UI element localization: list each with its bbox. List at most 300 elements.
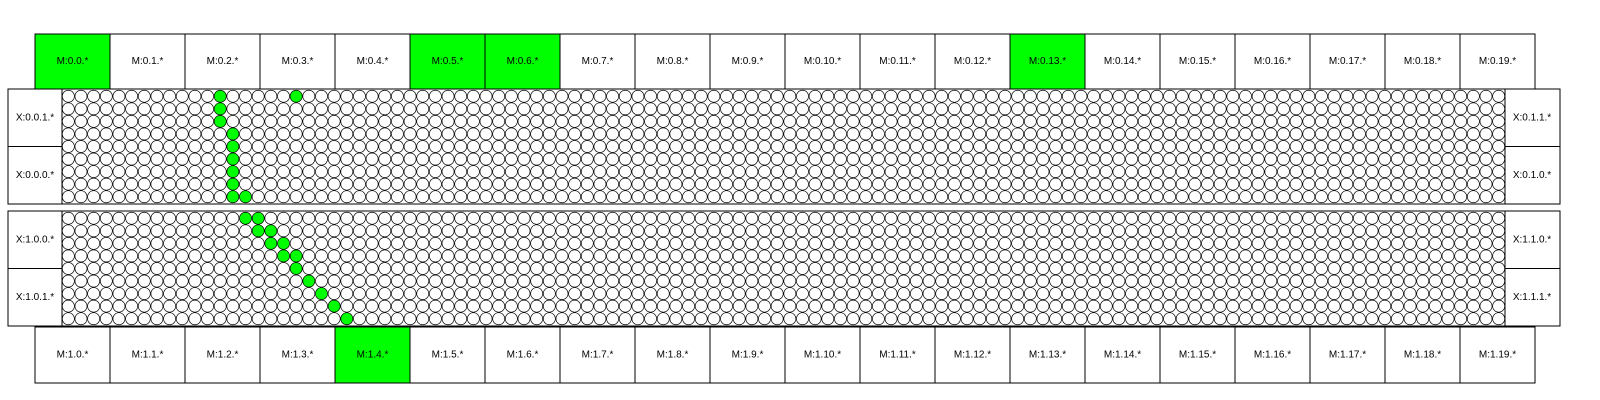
mesh-node bbox=[493, 288, 505, 300]
mesh-node bbox=[1379, 115, 1391, 127]
mesh-node bbox=[442, 128, 454, 140]
mesh-node bbox=[341, 140, 353, 152]
mesh-node bbox=[1126, 153, 1138, 165]
mesh-node bbox=[1024, 178, 1036, 190]
mesh-node bbox=[417, 166, 429, 178]
mesh-node bbox=[758, 275, 770, 287]
mesh-node bbox=[493, 237, 505, 249]
mesh-node bbox=[1265, 313, 1277, 325]
mesh-node bbox=[62, 313, 74, 325]
mesh-node bbox=[1176, 275, 1188, 287]
mesh-node bbox=[1113, 178, 1125, 190]
mesh-node bbox=[442, 237, 454, 249]
mesh-node bbox=[1328, 237, 1340, 249]
top-module-label: M:0.19.* bbox=[1478, 56, 1517, 68]
mesh-node bbox=[923, 237, 935, 249]
mesh-node bbox=[341, 225, 353, 237]
mesh-node bbox=[581, 128, 593, 140]
mesh-node bbox=[898, 115, 910, 127]
bottom-module-label: M:1.19.* bbox=[1478, 349, 1517, 361]
mesh-node bbox=[1290, 191, 1302, 203]
mesh-node bbox=[885, 103, 897, 115]
mesh-node bbox=[176, 90, 188, 102]
mesh-node bbox=[581, 262, 593, 274]
mesh-node bbox=[277, 128, 289, 140]
mesh-node bbox=[1126, 225, 1138, 237]
mesh-node bbox=[961, 115, 973, 127]
mesh-node bbox=[252, 128, 264, 140]
mesh-node bbox=[429, 275, 441, 287]
mesh-node bbox=[898, 140, 910, 152]
mesh-node bbox=[1088, 288, 1100, 300]
mesh-node bbox=[1277, 237, 1289, 249]
mesh-node bbox=[822, 237, 834, 249]
mesh-node bbox=[1493, 90, 1505, 102]
mesh-node bbox=[1088, 300, 1100, 312]
mesh-node bbox=[885, 275, 897, 287]
mesh-node bbox=[556, 225, 568, 237]
mesh-node bbox=[1480, 90, 1492, 102]
mesh-node bbox=[189, 288, 201, 300]
mesh-node bbox=[1277, 153, 1289, 165]
top-module-label: M:0.16.* bbox=[1253, 56, 1292, 68]
mesh-node bbox=[1379, 140, 1391, 152]
mesh-node bbox=[1391, 262, 1403, 274]
mesh-node bbox=[1050, 103, 1062, 115]
mesh-node bbox=[809, 128, 821, 140]
mesh-node bbox=[505, 262, 517, 274]
mesh-node bbox=[1455, 288, 1467, 300]
mesh-node bbox=[493, 225, 505, 237]
mesh-node bbox=[1467, 128, 1479, 140]
mesh-node bbox=[100, 140, 112, 152]
mesh-node bbox=[632, 275, 644, 287]
mesh-node bbox=[1050, 178, 1062, 190]
mesh-node bbox=[632, 128, 644, 140]
top-module-0 bbox=[35, 34, 110, 89]
mesh-node bbox=[442, 300, 454, 312]
mesh-node bbox=[1493, 313, 1505, 325]
mesh-node bbox=[265, 250, 277, 262]
mesh-node bbox=[1480, 115, 1492, 127]
mesh-node bbox=[898, 313, 910, 325]
mesh-node bbox=[1088, 313, 1100, 325]
mesh-node bbox=[733, 313, 745, 325]
mesh-node bbox=[75, 225, 87, 237]
mesh-node bbox=[885, 178, 897, 190]
mesh-node bbox=[683, 128, 695, 140]
mesh-node bbox=[1328, 140, 1340, 152]
mesh-node bbox=[1012, 178, 1024, 190]
mesh-node bbox=[493, 103, 505, 115]
mesh-node bbox=[1277, 262, 1289, 274]
mesh-node bbox=[366, 178, 378, 190]
mesh-node bbox=[1214, 140, 1226, 152]
mesh-node bbox=[1417, 178, 1429, 190]
mesh-node bbox=[480, 153, 492, 165]
mesh-node bbox=[1075, 103, 1087, 115]
mesh-node bbox=[581, 191, 593, 203]
mesh-node bbox=[721, 275, 733, 287]
mesh-node bbox=[948, 166, 960, 178]
mesh-node bbox=[758, 115, 770, 127]
mesh-node bbox=[328, 90, 340, 102]
mesh-node bbox=[632, 262, 644, 274]
mesh-node bbox=[252, 288, 264, 300]
mesh-node bbox=[974, 128, 986, 140]
mesh-node bbox=[1467, 178, 1479, 190]
mesh-node bbox=[227, 288, 239, 300]
mesh-node bbox=[594, 103, 606, 115]
mesh-node bbox=[733, 178, 745, 190]
mesh-node bbox=[1404, 191, 1416, 203]
mesh-node bbox=[986, 212, 998, 224]
mesh-node bbox=[860, 153, 872, 165]
mesh-node bbox=[1480, 103, 1492, 115]
mesh-node bbox=[796, 300, 808, 312]
mesh-node bbox=[518, 275, 530, 287]
mesh-node bbox=[708, 90, 720, 102]
mesh-node bbox=[1341, 128, 1353, 140]
mesh-node bbox=[847, 115, 859, 127]
mesh-node bbox=[1037, 140, 1049, 152]
mesh-node bbox=[176, 191, 188, 203]
mesh-node bbox=[796, 140, 808, 152]
mesh-node bbox=[948, 275, 960, 287]
mesh-node bbox=[569, 262, 581, 274]
mesh-node bbox=[493, 191, 505, 203]
mesh-node bbox=[1037, 300, 1049, 312]
mesh-node bbox=[214, 275, 226, 287]
mesh-node bbox=[303, 153, 315, 165]
mesh-node bbox=[126, 288, 138, 300]
mesh-node bbox=[379, 300, 391, 312]
mesh-node bbox=[1379, 225, 1391, 237]
mesh-node bbox=[1189, 300, 1201, 312]
mesh-node bbox=[1151, 191, 1163, 203]
mesh-node bbox=[683, 212, 695, 224]
mesh-node bbox=[708, 212, 720, 224]
mesh-node bbox=[126, 90, 138, 102]
mesh-node bbox=[1404, 90, 1416, 102]
mesh-node bbox=[961, 153, 973, 165]
mesh-node bbox=[961, 178, 973, 190]
mesh-node bbox=[961, 103, 973, 115]
mesh-node bbox=[1214, 212, 1226, 224]
mesh-node bbox=[569, 103, 581, 115]
mesh-node bbox=[277, 90, 289, 102]
mesh-node bbox=[670, 128, 682, 140]
mesh-node bbox=[252, 300, 264, 312]
mesh-node bbox=[986, 115, 998, 127]
mesh-node bbox=[1189, 115, 1201, 127]
mesh-node bbox=[923, 275, 935, 287]
mesh-node bbox=[1429, 90, 1441, 102]
mesh-node bbox=[1113, 237, 1125, 249]
mesh-node bbox=[771, 140, 783, 152]
mesh-node bbox=[341, 288, 353, 300]
mesh-node bbox=[898, 212, 910, 224]
mesh-node bbox=[277, 191, 289, 203]
mesh-node bbox=[632, 212, 644, 224]
mesh-node bbox=[480, 191, 492, 203]
mesh-node bbox=[505, 103, 517, 115]
mesh-node bbox=[619, 115, 631, 127]
top-module-8 bbox=[635, 34, 710, 89]
mesh-node bbox=[1455, 300, 1467, 312]
mesh-node bbox=[353, 250, 365, 262]
mesh-node bbox=[1239, 262, 1251, 274]
mesh-node bbox=[784, 153, 796, 165]
mesh-node bbox=[822, 288, 834, 300]
mesh-node bbox=[885, 288, 897, 300]
mesh-block-1 bbox=[8, 211, 1560, 326]
mesh-node bbox=[1151, 103, 1163, 115]
mesh-node bbox=[1227, 300, 1239, 312]
mesh-node bbox=[683, 140, 695, 152]
mesh-node bbox=[923, 178, 935, 190]
mesh-node bbox=[1417, 191, 1429, 203]
mesh-node bbox=[1189, 128, 1201, 140]
mesh-node bbox=[1088, 178, 1100, 190]
mesh-node bbox=[341, 178, 353, 190]
mesh-node bbox=[1265, 128, 1277, 140]
mesh-node bbox=[480, 288, 492, 300]
mesh-node bbox=[1024, 166, 1036, 178]
mesh-node bbox=[265, 212, 277, 224]
mesh-node bbox=[1480, 166, 1492, 178]
mesh-node bbox=[771, 237, 783, 249]
mesh-node bbox=[999, 300, 1011, 312]
mesh-node bbox=[303, 178, 315, 190]
mesh-node bbox=[1404, 262, 1416, 274]
mesh-node bbox=[885, 300, 897, 312]
mesh-node bbox=[417, 103, 429, 115]
mesh-node bbox=[429, 153, 441, 165]
mesh-node bbox=[277, 300, 289, 312]
mesh-node bbox=[1113, 103, 1125, 115]
mesh-node bbox=[341, 250, 353, 262]
mesh-node bbox=[1290, 115, 1302, 127]
mesh-node bbox=[1239, 128, 1251, 140]
mesh-node bbox=[1126, 166, 1138, 178]
mesh-node bbox=[227, 313, 239, 325]
mesh-node bbox=[126, 191, 138, 203]
active-node bbox=[290, 250, 302, 262]
mesh-node bbox=[1075, 288, 1087, 300]
mesh-node bbox=[1050, 313, 1062, 325]
mesh-node bbox=[1151, 288, 1163, 300]
mesh-node bbox=[1024, 115, 1036, 127]
mesh-node bbox=[822, 128, 834, 140]
mesh-node bbox=[315, 250, 327, 262]
mesh-node bbox=[277, 103, 289, 115]
mesh-node bbox=[607, 178, 619, 190]
mesh-node bbox=[1024, 212, 1036, 224]
mesh-node bbox=[1088, 115, 1100, 127]
mesh-node bbox=[999, 250, 1011, 262]
mesh-node bbox=[860, 212, 872, 224]
mesh-node bbox=[252, 140, 264, 152]
mesh-node bbox=[721, 212, 733, 224]
mesh-node bbox=[607, 128, 619, 140]
mesh-node bbox=[277, 178, 289, 190]
mesh-node bbox=[1303, 313, 1315, 325]
mesh-node bbox=[1062, 288, 1074, 300]
mesh-node bbox=[1100, 128, 1112, 140]
mesh-node bbox=[872, 313, 884, 325]
mesh-node bbox=[100, 103, 112, 115]
top-module-label: M:0.8.* bbox=[656, 56, 689, 68]
mesh-node bbox=[645, 140, 657, 152]
mesh-node bbox=[670, 313, 682, 325]
mesh-node bbox=[240, 313, 252, 325]
mesh-node bbox=[1341, 191, 1353, 203]
mesh-node bbox=[1214, 262, 1226, 274]
mesh-node bbox=[303, 250, 315, 262]
mesh-node bbox=[1455, 103, 1467, 115]
mesh-node bbox=[176, 250, 188, 262]
mesh-node bbox=[1265, 275, 1277, 287]
mesh-node bbox=[569, 166, 581, 178]
mesh-node bbox=[936, 212, 948, 224]
mesh-node bbox=[455, 275, 467, 287]
mesh-node bbox=[442, 153, 454, 165]
mesh-node bbox=[1227, 166, 1239, 178]
mesh-node bbox=[721, 225, 733, 237]
mesh-node bbox=[746, 262, 758, 274]
mesh-node bbox=[961, 90, 973, 102]
mesh-node bbox=[480, 128, 492, 140]
mesh-node bbox=[379, 212, 391, 224]
mesh-node bbox=[1126, 262, 1138, 274]
mesh-node bbox=[227, 262, 239, 274]
mesh-node bbox=[1151, 128, 1163, 140]
bottom-module-9 bbox=[710, 327, 785, 383]
mesh-node bbox=[1252, 90, 1264, 102]
mesh-node bbox=[771, 178, 783, 190]
mesh-node bbox=[758, 250, 770, 262]
mesh-node bbox=[1075, 115, 1087, 127]
mesh-node bbox=[1353, 275, 1365, 287]
mesh-node bbox=[784, 288, 796, 300]
mesh-node bbox=[467, 212, 479, 224]
mesh-node bbox=[493, 262, 505, 274]
mesh-node bbox=[1303, 103, 1315, 115]
mesh-node bbox=[1214, 153, 1226, 165]
mesh-node bbox=[1214, 128, 1226, 140]
mesh-node bbox=[860, 166, 872, 178]
mesh-node bbox=[607, 140, 619, 152]
mesh-node bbox=[518, 115, 530, 127]
mesh-node bbox=[1366, 262, 1378, 274]
mesh-node bbox=[176, 262, 188, 274]
mesh-node bbox=[1227, 225, 1239, 237]
mesh-node bbox=[936, 250, 948, 262]
mesh-node bbox=[442, 288, 454, 300]
mesh-node bbox=[1391, 313, 1403, 325]
top-module-10 bbox=[785, 34, 860, 89]
mesh-node bbox=[1189, 103, 1201, 115]
mesh-node bbox=[189, 225, 201, 237]
mesh-node bbox=[151, 313, 163, 325]
mesh-node bbox=[708, 178, 720, 190]
mesh-node bbox=[733, 103, 745, 115]
mesh-node bbox=[1315, 153, 1327, 165]
mesh-node bbox=[290, 275, 302, 287]
mesh-node bbox=[467, 300, 479, 312]
mesh-node bbox=[834, 225, 846, 237]
mesh-node bbox=[1227, 313, 1239, 325]
mesh-node bbox=[683, 288, 695, 300]
mesh-node bbox=[733, 128, 745, 140]
mesh-node bbox=[531, 300, 543, 312]
mesh-node bbox=[353, 115, 365, 127]
mesh-node bbox=[556, 178, 568, 190]
mesh-node bbox=[645, 275, 657, 287]
mesh-node bbox=[898, 275, 910, 287]
mesh-node bbox=[1315, 313, 1327, 325]
mesh-node bbox=[784, 262, 796, 274]
mesh-node bbox=[1050, 90, 1062, 102]
mesh-node bbox=[1151, 262, 1163, 274]
mesh-node bbox=[1088, 191, 1100, 203]
mesh-node bbox=[1455, 262, 1467, 274]
mesh-node bbox=[581, 103, 593, 115]
mesh-node bbox=[1493, 153, 1505, 165]
mesh-node bbox=[1442, 140, 1454, 152]
mesh-node bbox=[708, 262, 720, 274]
block-label-right-top: X:1.1.0.* bbox=[1512, 234, 1552, 246]
mesh-node bbox=[164, 153, 176, 165]
mesh-node bbox=[1189, 153, 1201, 165]
mesh-node bbox=[733, 250, 745, 262]
mesh-node bbox=[1062, 212, 1074, 224]
mesh-node bbox=[151, 262, 163, 274]
mesh-node bbox=[923, 191, 935, 203]
mesh-node bbox=[1480, 313, 1492, 325]
mesh-node bbox=[936, 313, 948, 325]
mesh-node bbox=[1303, 90, 1315, 102]
mesh-node bbox=[708, 103, 720, 115]
mesh-node bbox=[784, 128, 796, 140]
top-module-label: M:0.11.* bbox=[879, 56, 916, 68]
mesh-node bbox=[1100, 313, 1112, 325]
mesh-node bbox=[126, 166, 138, 178]
mesh-node bbox=[847, 262, 859, 274]
mesh-node bbox=[1138, 313, 1150, 325]
mesh-node bbox=[1100, 300, 1112, 312]
mesh-node bbox=[1227, 140, 1239, 152]
mesh-node bbox=[353, 128, 365, 140]
mesh-node bbox=[505, 212, 517, 224]
mesh-node bbox=[556, 313, 568, 325]
top-module-19 bbox=[1460, 34, 1535, 89]
mesh-node bbox=[290, 313, 302, 325]
mesh-node bbox=[1151, 140, 1163, 152]
mesh-node bbox=[543, 300, 555, 312]
mesh-node bbox=[581, 115, 593, 127]
mesh-node bbox=[518, 153, 530, 165]
mesh-node bbox=[1024, 275, 1036, 287]
mesh-node bbox=[88, 212, 100, 224]
mesh-node bbox=[872, 90, 884, 102]
mesh-node bbox=[910, 212, 922, 224]
mesh-node bbox=[1315, 288, 1327, 300]
mesh-node bbox=[809, 288, 821, 300]
mesh-node bbox=[809, 166, 821, 178]
mesh-node bbox=[1252, 191, 1264, 203]
